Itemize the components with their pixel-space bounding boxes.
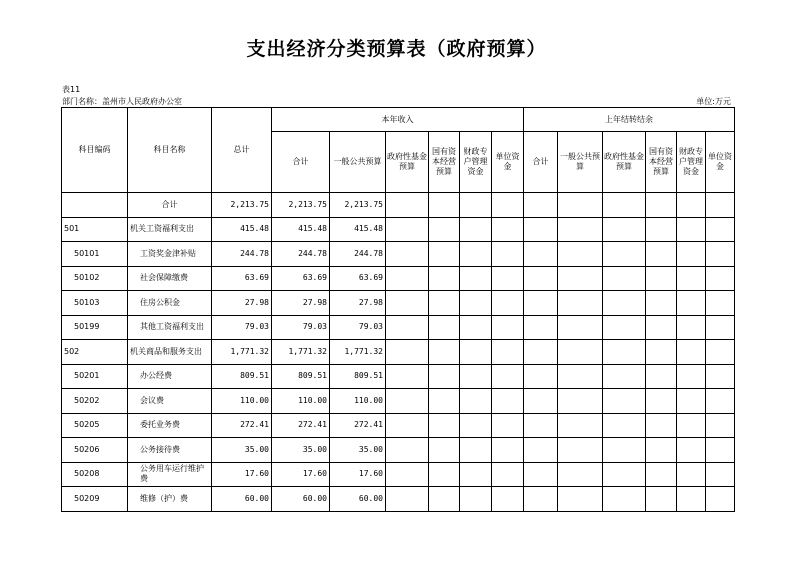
cell-empty xyxy=(492,242,524,267)
cell-cy-total: 110.00 xyxy=(272,389,330,414)
cell-empty xyxy=(492,315,524,340)
cell-cy-general: 17.60 xyxy=(330,462,386,487)
cell-code: 50205 xyxy=(62,413,128,438)
cell-empty xyxy=(603,193,646,218)
cell-code: 50103 xyxy=(62,291,128,316)
cell-cy-general: 2,213.75 xyxy=(330,193,386,218)
cell-name: 机关商品和服务支出 xyxy=(128,340,212,365)
header-py-govfund: 政府性基金预算 xyxy=(603,132,646,193)
cell-empty xyxy=(706,413,735,438)
table-row xyxy=(62,291,735,316)
cell-empty xyxy=(429,487,460,512)
cell-cy-total: 2,213.75 xyxy=(272,193,330,218)
cell-empty xyxy=(524,413,558,438)
cell-code: 50208 xyxy=(62,462,128,487)
cell-empty xyxy=(524,340,558,365)
cell-empty xyxy=(460,242,492,267)
cell-empty xyxy=(386,340,429,365)
cell-code xyxy=(62,193,128,218)
cell-name: 会议费 xyxy=(128,389,212,414)
cell-empty xyxy=(677,217,706,242)
cell-empty xyxy=(386,315,429,340)
cell-cy-total: 79.03 xyxy=(272,315,330,340)
table-row xyxy=(62,193,735,218)
cell-code: 50199 xyxy=(62,315,128,340)
cell-total: 2,213.75 xyxy=(212,193,272,218)
cell-empty xyxy=(386,487,429,512)
cell-empty xyxy=(460,217,492,242)
cell-empty xyxy=(492,217,524,242)
cell-total: 110.00 xyxy=(212,389,272,414)
cell-cy-general: 1,771.32 xyxy=(330,340,386,365)
budget-table xyxy=(61,107,735,512)
cell-cy-total: 17.60 xyxy=(272,462,330,487)
cell-cy-total: 809.51 xyxy=(272,364,330,389)
cell-empty xyxy=(386,242,429,267)
cell-empty xyxy=(603,315,646,340)
cell-empty xyxy=(646,340,677,365)
cell-empty xyxy=(524,462,558,487)
cell-empty xyxy=(706,266,735,291)
cell-total: 1,771.32 xyxy=(212,340,272,365)
cell-empty xyxy=(677,438,706,463)
cell-empty xyxy=(706,193,735,218)
cell-empty xyxy=(492,193,524,218)
cell-empty xyxy=(429,242,460,267)
cell-empty xyxy=(646,242,677,267)
cell-cy-general: 60.00 xyxy=(330,487,386,512)
cell-code: 502 xyxy=(62,340,128,365)
cell-empty xyxy=(460,315,492,340)
cell-empty xyxy=(646,291,677,316)
cell-cy-total: 415.48 xyxy=(272,217,330,242)
cell-name: 办公经费 xyxy=(128,364,212,389)
cell-empty xyxy=(706,340,735,365)
cell-cy-general: 27.98 xyxy=(330,291,386,316)
cell-empty xyxy=(706,315,735,340)
cell-empty xyxy=(646,389,677,414)
cell-empty xyxy=(524,315,558,340)
cell-empty xyxy=(460,389,492,414)
cell-name: 维修（护）费 xyxy=(128,487,212,512)
cell-empty xyxy=(677,291,706,316)
cell-empty xyxy=(558,193,603,218)
cell-cy-total: 1,771.32 xyxy=(272,340,330,365)
cell-empty xyxy=(492,438,524,463)
cell-code: 50202 xyxy=(62,389,128,414)
cell-empty xyxy=(603,266,646,291)
cell-total: 35.00 xyxy=(212,438,272,463)
cell-cy-total: 272.41 xyxy=(272,413,330,438)
cell-empty xyxy=(558,291,603,316)
cell-empty xyxy=(460,438,492,463)
cell-empty xyxy=(558,315,603,340)
cell-empty xyxy=(646,364,677,389)
cell-empty xyxy=(677,340,706,365)
cell-empty xyxy=(524,242,558,267)
cell-empty xyxy=(646,266,677,291)
header-cy-total: 合计 xyxy=(272,132,330,193)
header-py-soe: 国有资本经营预算 xyxy=(646,132,677,193)
cell-total: 415.48 xyxy=(212,217,272,242)
cell-empty xyxy=(524,217,558,242)
cell-empty xyxy=(646,438,677,463)
cell-empty xyxy=(429,291,460,316)
cell-empty xyxy=(646,413,677,438)
cell-empty xyxy=(460,340,492,365)
cell-total: 60.00 xyxy=(212,487,272,512)
header-py-special: 财政专户管理资金 xyxy=(677,132,706,193)
cell-empty xyxy=(524,487,558,512)
header-name: 科目名称 xyxy=(128,108,212,193)
cell-cy-general: 35.00 xyxy=(330,438,386,463)
cell-empty xyxy=(706,242,735,267)
cell-total: 79.03 xyxy=(212,315,272,340)
cell-name: 社会保障缴费 xyxy=(128,266,212,291)
cell-empty xyxy=(677,364,706,389)
cell-cy-total: 244.78 xyxy=(272,242,330,267)
header-cy-special: 财政专户管理资金 xyxy=(460,132,492,193)
table-row xyxy=(62,217,735,242)
cell-cy-general: 110.00 xyxy=(330,389,386,414)
cell-cy-total: 60.00 xyxy=(272,487,330,512)
cell-empty xyxy=(386,389,429,414)
cell-empty xyxy=(429,266,460,291)
cell-empty xyxy=(492,291,524,316)
cell-empty xyxy=(492,413,524,438)
header-cy-unit: 单位资金 xyxy=(492,132,524,193)
cell-empty xyxy=(706,462,735,487)
cell-empty xyxy=(558,217,603,242)
cell-empty xyxy=(429,389,460,414)
cell-empty xyxy=(646,193,677,218)
table-row xyxy=(62,413,735,438)
cell-empty xyxy=(492,340,524,365)
table-row xyxy=(62,315,735,340)
cell-empty xyxy=(558,364,603,389)
cell-empty xyxy=(524,364,558,389)
cell-empty xyxy=(558,266,603,291)
cell-empty xyxy=(558,462,603,487)
cell-empty xyxy=(492,389,524,414)
cell-name: 公务用车运行维护费 xyxy=(128,462,212,487)
cell-empty xyxy=(603,462,646,487)
header-cy-soe: 国有资本经营预算 xyxy=(429,132,460,193)
table-row xyxy=(62,462,735,487)
cell-empty xyxy=(386,364,429,389)
cell-code: 50209 xyxy=(62,487,128,512)
cell-empty xyxy=(558,413,603,438)
cell-code: 50102 xyxy=(62,266,128,291)
table-row xyxy=(62,242,735,267)
cell-empty xyxy=(386,266,429,291)
cell-empty xyxy=(429,413,460,438)
cell-total: 244.78 xyxy=(212,242,272,267)
cell-name: 住房公积金 xyxy=(128,291,212,316)
cell-empty xyxy=(558,487,603,512)
header-cy-general: 一般公共预算 xyxy=(330,132,386,193)
cell-empty xyxy=(603,413,646,438)
cell-empty xyxy=(429,217,460,242)
cell-empty xyxy=(429,193,460,218)
header-total: 总计 xyxy=(212,108,272,193)
cell-total: 272.41 xyxy=(212,413,272,438)
cell-empty xyxy=(429,340,460,365)
cell-empty xyxy=(460,462,492,487)
cell-empty xyxy=(460,266,492,291)
cell-name: 委托业务费 xyxy=(128,413,212,438)
cell-total: 809.51 xyxy=(212,364,272,389)
cell-name: 机关工资福利支出 xyxy=(128,217,212,242)
cell-code: 50206 xyxy=(62,438,128,463)
cell-empty xyxy=(460,193,492,218)
cell-empty xyxy=(603,291,646,316)
cell-empty xyxy=(706,487,735,512)
cell-empty xyxy=(677,266,706,291)
cell-empty xyxy=(558,389,603,414)
page-title: 支出经济分类预算表（政府预算） xyxy=(246,38,547,60)
cell-empty xyxy=(677,487,706,512)
cell-total: 27.98 xyxy=(212,291,272,316)
cell-empty xyxy=(646,217,677,242)
header-cy-govfund: 政府性基金预算 xyxy=(386,132,429,193)
cell-empty xyxy=(558,438,603,463)
cell-empty xyxy=(429,438,460,463)
cell-empty xyxy=(386,438,429,463)
header-prior-year: 上年结转结余 xyxy=(524,108,735,132)
cell-cy-general: 244.78 xyxy=(330,242,386,267)
table-row xyxy=(62,438,735,463)
cell-empty xyxy=(460,487,492,512)
cell-code: 50201 xyxy=(62,364,128,389)
table-row xyxy=(62,340,735,365)
header-py-unit: 单位资金 xyxy=(706,132,735,193)
cell-name: 其他工资福利支出 xyxy=(128,315,212,340)
cell-empty xyxy=(677,462,706,487)
table-row xyxy=(62,487,735,512)
cell-empty xyxy=(429,462,460,487)
cell-empty xyxy=(603,340,646,365)
cell-empty xyxy=(460,413,492,438)
cell-empty xyxy=(646,315,677,340)
cell-empty xyxy=(524,193,558,218)
cell-cy-total: 35.00 xyxy=(272,438,330,463)
cell-empty xyxy=(706,364,735,389)
unit-label: 单位:万元 xyxy=(696,97,731,106)
cell-empty xyxy=(646,462,677,487)
cell-empty xyxy=(460,364,492,389)
cell-empty xyxy=(386,462,429,487)
cell-empty xyxy=(677,389,706,414)
cell-empty xyxy=(603,438,646,463)
cell-empty xyxy=(429,315,460,340)
cell-name: 工资奖金津补贴 xyxy=(128,242,212,267)
cell-empty xyxy=(706,438,735,463)
cell-empty xyxy=(603,217,646,242)
cell-empty xyxy=(492,462,524,487)
cell-cy-general: 415.48 xyxy=(330,217,386,242)
cell-total: 63.69 xyxy=(212,266,272,291)
cell-empty xyxy=(603,364,646,389)
cell-empty xyxy=(386,217,429,242)
cell-empty xyxy=(524,266,558,291)
header-py-total: 合计 xyxy=(524,132,558,193)
cell-empty xyxy=(492,266,524,291)
cell-empty xyxy=(492,364,524,389)
cell-empty xyxy=(706,389,735,414)
table-row xyxy=(62,389,735,414)
cell-empty xyxy=(646,487,677,512)
cell-empty xyxy=(677,242,706,267)
cell-empty xyxy=(677,315,706,340)
cell-empty xyxy=(386,413,429,438)
cell-empty xyxy=(706,291,735,316)
cell-empty xyxy=(429,364,460,389)
header-current-year: 本年收入 xyxy=(272,108,524,132)
cell-cy-total: 27.98 xyxy=(272,291,330,316)
cell-empty xyxy=(677,413,706,438)
cell-empty xyxy=(492,487,524,512)
cell-empty xyxy=(558,340,603,365)
cell-cy-general: 79.03 xyxy=(330,315,386,340)
cell-empty xyxy=(603,487,646,512)
cell-cy-general: 272.41 xyxy=(330,413,386,438)
cell-empty xyxy=(386,193,429,218)
cell-empty xyxy=(524,291,558,316)
cell-empty xyxy=(460,291,492,316)
cell-empty xyxy=(524,438,558,463)
table-row xyxy=(62,266,735,291)
department-name: 部门名称：盖州市人民政府办公室 xyxy=(62,97,182,106)
cell-code: 501 xyxy=(62,217,128,242)
cell-name: 合计 xyxy=(128,193,212,218)
cell-empty xyxy=(706,217,735,242)
cell-total: 17.60 xyxy=(212,462,272,487)
cell-cy-total: 63.69 xyxy=(272,266,330,291)
sheet-number: 表11 xyxy=(62,85,81,94)
table-row xyxy=(62,364,735,389)
cell-empty xyxy=(524,389,558,414)
cell-empty xyxy=(677,193,706,218)
header-py-general: 一般公共预算 xyxy=(558,132,603,193)
cell-empty xyxy=(603,389,646,414)
cell-empty xyxy=(603,242,646,267)
cell-empty xyxy=(386,291,429,316)
cell-name: 公务接待费 xyxy=(128,438,212,463)
header-code: 科目编码 xyxy=(62,108,128,193)
cell-code: 50101 xyxy=(62,242,128,267)
cell-cy-general: 809.51 xyxy=(330,364,386,389)
cell-cy-general: 63.69 xyxy=(330,266,386,291)
cell-empty xyxy=(558,242,603,267)
